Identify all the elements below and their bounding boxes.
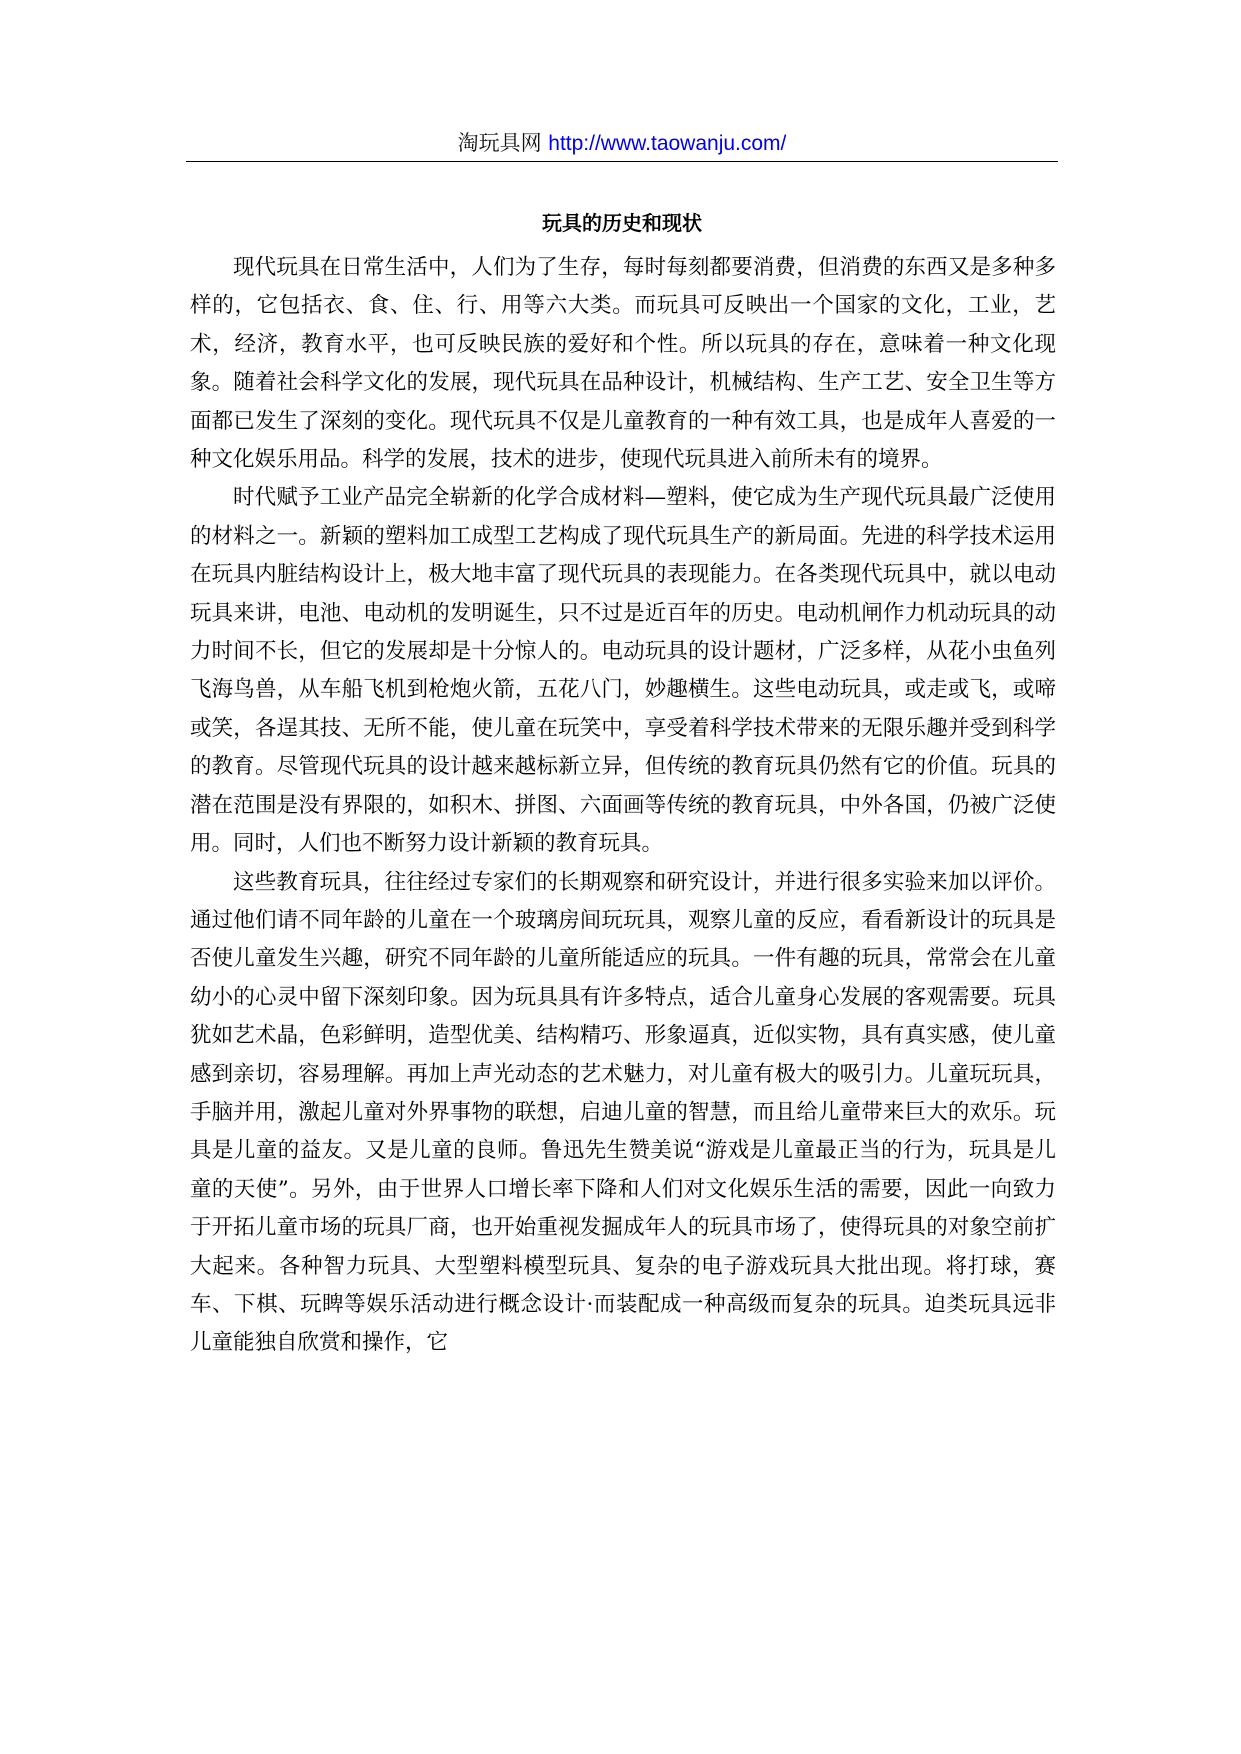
page-header [186, 128, 1058, 159]
paragraph-2: 时代赋予工业产品完全崭新的化学合成材料—塑料，使它成为生产现代玩具最广泛使用的材料之一。新颖的塑料加工成型工艺构成了现代玩具生产的新局面。先进的科学技术运用在玩具内脏结构设计上，极大地丰富了现代玩具的表现能力。在各类现代玩具中，就以电动玩具来讲，电池、电动机的发明诞生，只不过是近百年的历史。电动机闸作力机动玩具的动力时间不长，但它的发展却是十分惊人的。电动玩具的设计题材，广泛多样，从花小虫鱼列飞海鸟兽，从车船飞机到枪炮火箭，五花八门，妙趣横生。这些电动玩具，或走或飞，或啼或笑，各逞其技、无所不能，使儿童在玩笑中，享受着科学技术带来的无限乐趣并受到科学的教育。尽管现代玩具的设计越来越标新立异，但传统的教育玩具仍然有它的价值。玩具的潜在范围是没有界限的，如积木、拼图、六面画等传统的教育玩具，中外各国，仍被广泛使用。同时，人们也不断努力设计新颖的教育玩具。 [190, 485, 1056, 857]
article-title: 玩具的历史和现状 [542, 211, 702, 235]
site-url-link[interactable]: http://www.taowanju.com/ [548, 132, 787, 155]
paragraph-3: 这些教育玩具，往往经过专家们的长期观察和研究设计，并进行很多实验来加以评价。通过他们请不同年龄的儿童在一个玻璃房间玩玩具，观察儿童的反应，看看新设计的玩具是否使儿童发生兴趣，研究不同年龄的儿童所能适应的玩具。一件有趣的玩具，常常会在儿童幼小的心灵中留下深刻印象。因为玩具具有许多特点，适合儿童身心发展的客观需要。玩具犹如艺术晶，色彩鲜明，造型优美、结构精巧、形象逼真，近似实物，具有真实感，使儿童感到亲切，容易理解。再加上声光动态的艺术魅力，对儿童有极大的吸引力。儿童玩玩具，手脑并用，激起儿童对外界事物的联想，启迪儿童的智慧，而且给儿童带来巨大的欢乐。玩具是儿童的益友。又是儿童的良师。鲁迅先生赞美说“游戏是儿童最正当的行为，玩具是儿童的天使”。另外，由于世界人口增长率下降和人们对文化娱乐生活的需要，因此一向致力于开拓儿童市场的玩具厂商，也开始重视发掘成年人的玩具市场了，使得玩具的对象空前扩大起来。各种智力玩具、大型塑料模型玩具、复杂的电子游戏玩具大批出现。将打球，赛车、下棋、玩睥等娱乐活动进行概念设计·而装配成一种高级而复杂的玩具。迫类玩具远非儿童能独自欣赏和操作，它 [190, 869, 1056, 1356]
article-body [190, 249, 1056, 1363]
site-name: 淘玩具网 [457, 131, 542, 155]
header-divider [186, 161, 1058, 162]
paragraph-1: 现代玩具在日常生活中，人们为了生存，每时每刻都要消费，但消费的东西又是多种多样的，它包括衣、食、住、行、用等六大类。而玩具可反映出一个国家的文化，工业，艺术，经济，教育水平，也可反映民族的爱好和个性。所以玩具的存在，意味着一种文化现象。随着社会科学文化的发展，现代玩具在品种设计，机械结构、生产工艺、安全卫生等方面都已发生了深刻的变化。现代玩具不仅是儿童教育的一种有效工具，也是成年人喜爱的一种文化娱乐用品。科学的发展，技术的进步，使现代玩具进入前所未有的境界。 [190, 255, 1056, 473]
